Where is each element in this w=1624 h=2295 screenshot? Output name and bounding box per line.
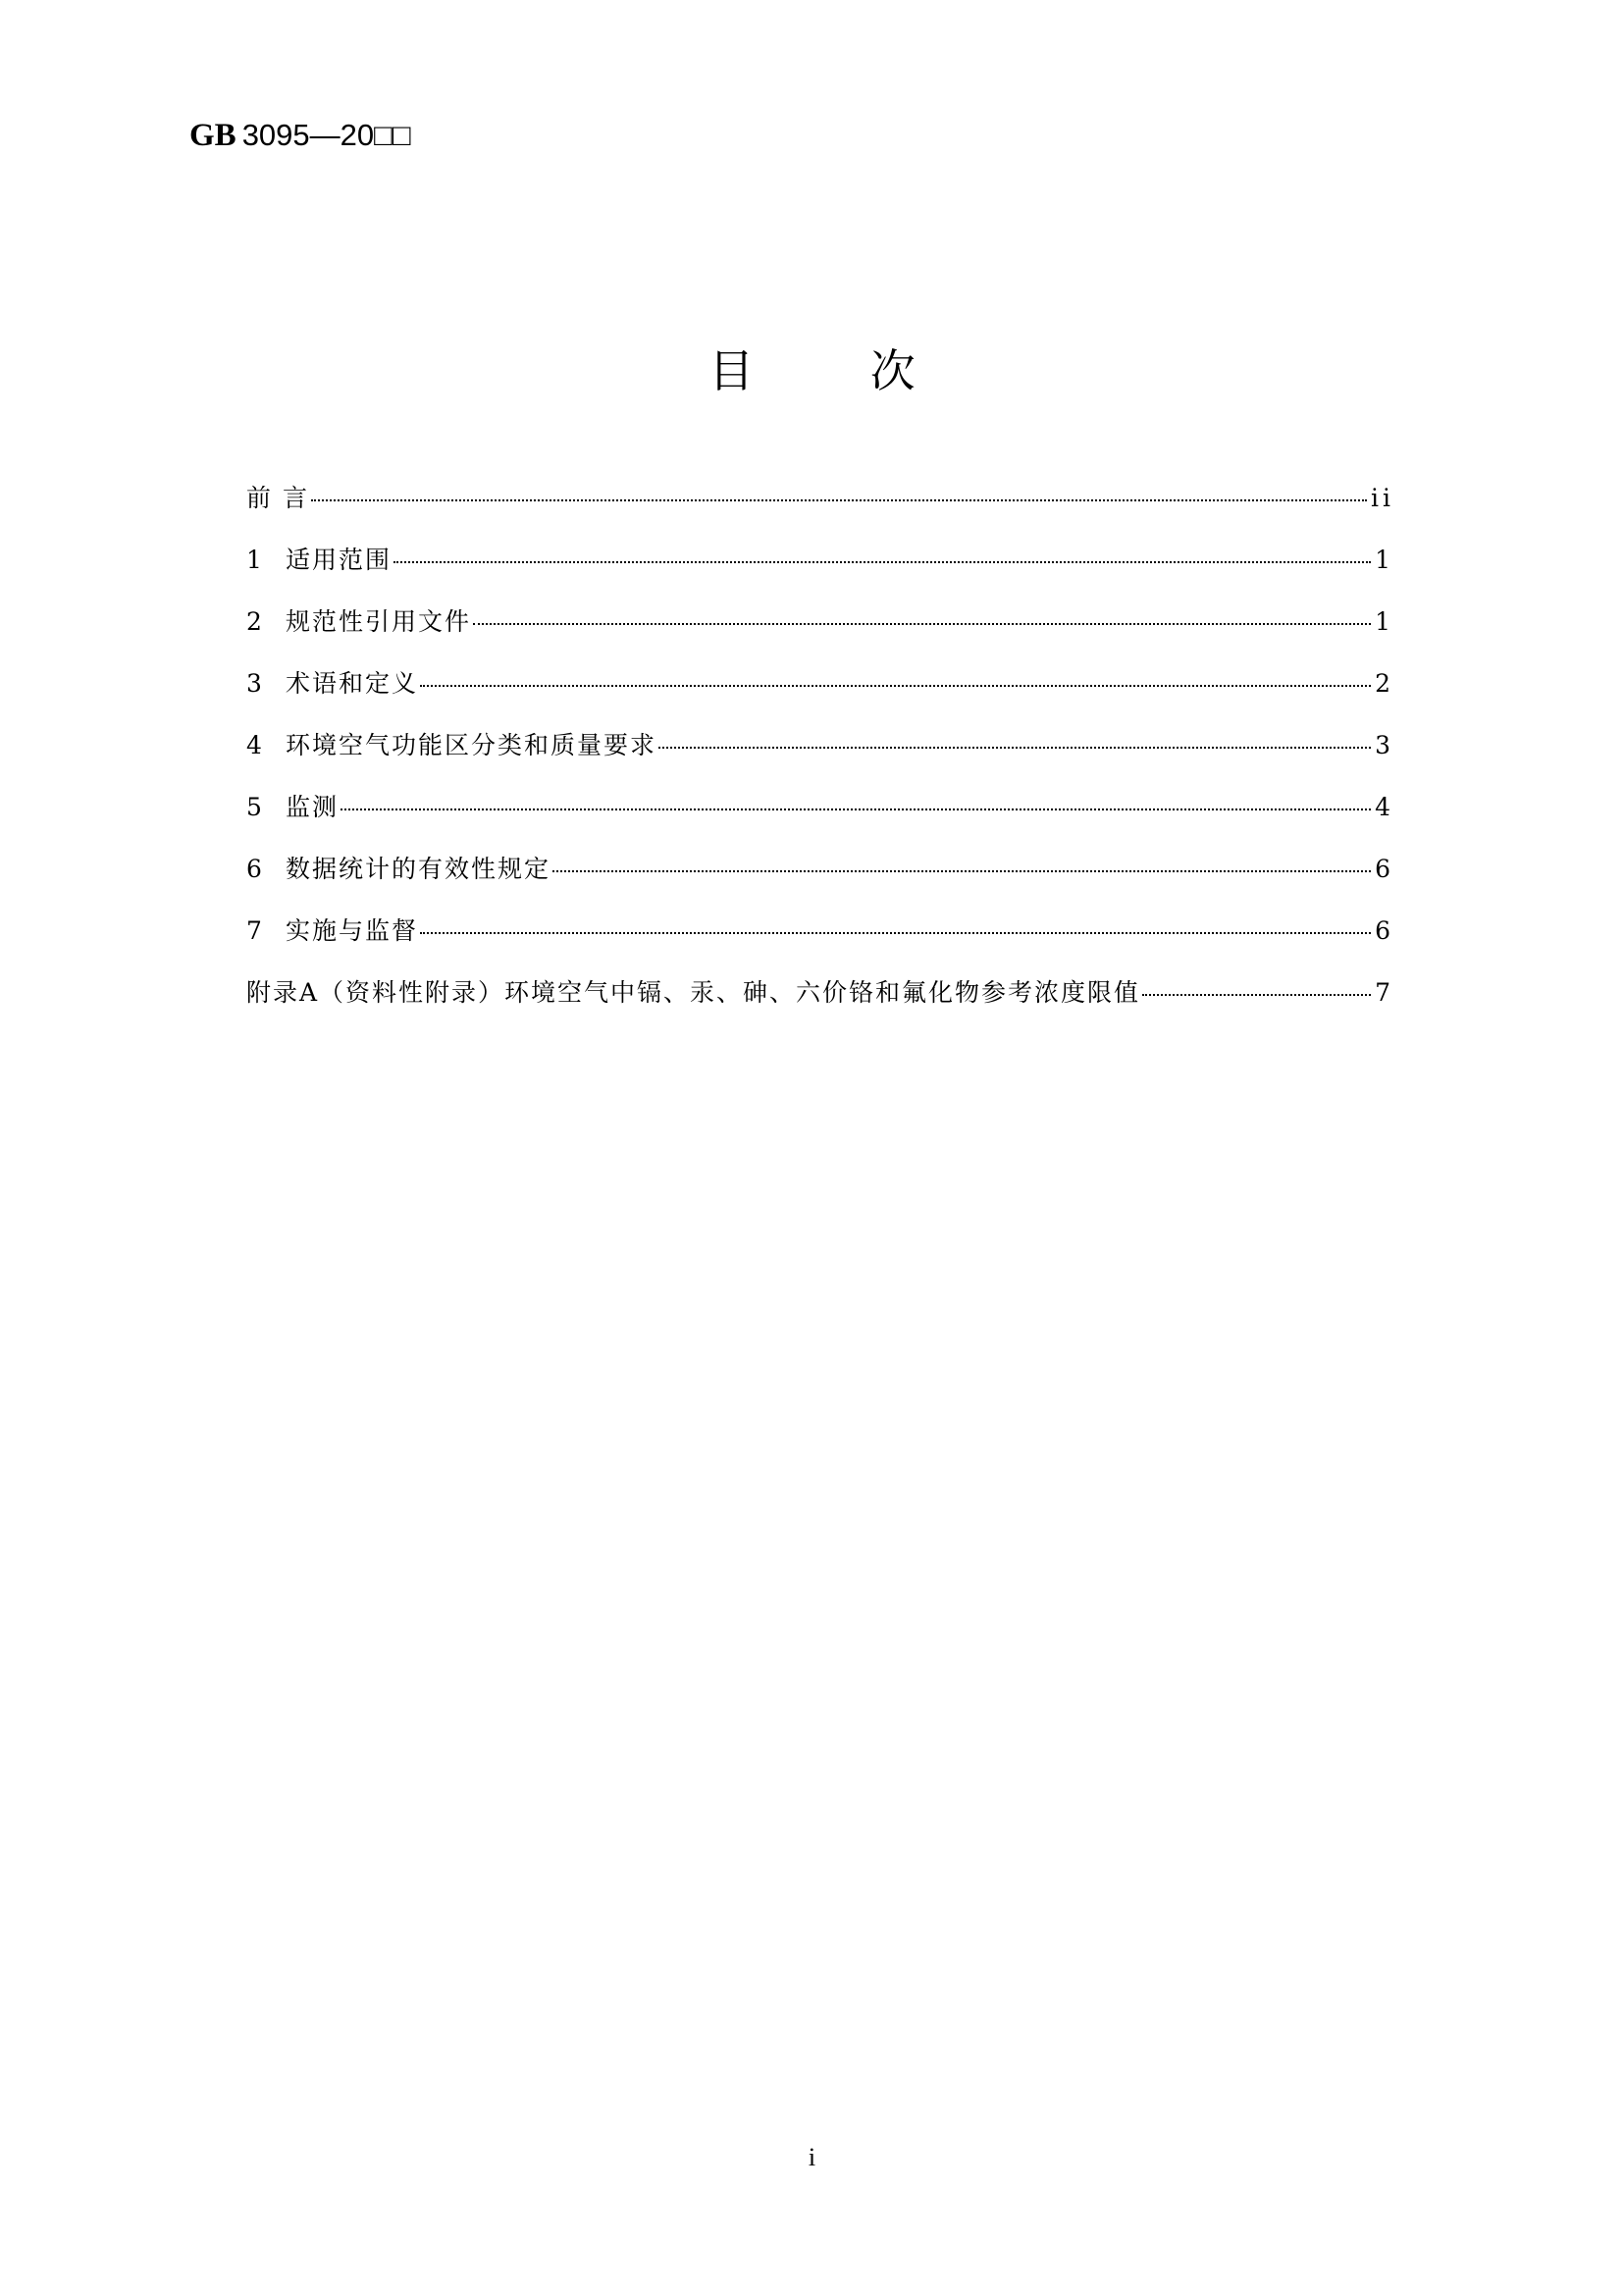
toc-entry-number: 2 xyxy=(246,607,262,636)
standard-code: GB xyxy=(189,118,236,153)
toc-entry-implementation[interactable] xyxy=(246,912,1394,973)
toc-entry-number: 5 xyxy=(246,793,262,821)
toc-entry-title: 监测 xyxy=(286,793,340,821)
toc-entry-title: 数据统计的有效性规定 xyxy=(286,855,551,883)
standard-number: 3095—20□□ xyxy=(241,118,411,152)
toc-entry-title: 实施与监督 xyxy=(286,916,419,945)
toc-entry-foreword[interactable] xyxy=(246,479,1394,541)
standard-header xyxy=(189,116,411,155)
page-number: i xyxy=(808,2143,816,2171)
toc-entry-scope[interactable] xyxy=(246,541,1394,602)
toc-entry-number: 4 xyxy=(246,731,262,759)
toc-entry-page: 1 xyxy=(1375,546,1394,574)
toc-entry-page: 7 xyxy=(1375,978,1394,1007)
toc-dot-leader xyxy=(311,499,1367,501)
toc-entry-normative-references[interactable] xyxy=(246,602,1394,664)
toc-entry-title: 环境空气功能区分类和质量要求 xyxy=(286,731,657,759)
toc-entry-page: 1 xyxy=(1375,607,1394,636)
toc-entry-page: 2 xyxy=(1375,669,1394,698)
toc-entry-page: 4 xyxy=(1375,793,1394,821)
toc-entry-terms-definitions[interactable] xyxy=(246,664,1394,726)
toc-entry-title: 适用范围 xyxy=(286,546,393,574)
toc-entry-data-validity[interactable] xyxy=(246,850,1394,912)
toc-dot-leader xyxy=(420,685,1371,687)
toc-entry-number: 1 xyxy=(246,546,262,574)
toc-entry-number: 6 xyxy=(246,855,262,883)
toc-entry-appendix-a[interactable] xyxy=(246,973,1394,1035)
toc-dot-leader xyxy=(1142,994,1371,996)
toc-entry-number: 3 xyxy=(246,669,262,698)
toc-dot-leader xyxy=(552,870,1371,872)
toc-dot-leader xyxy=(473,623,1371,625)
toc-entry-page: 6 xyxy=(1375,855,1394,883)
toc-entry-number: 7 xyxy=(246,916,262,945)
toc-dot-leader xyxy=(658,747,1371,749)
toc-entry-classification-requirements[interactable] xyxy=(246,726,1394,788)
toc-entry-page: ii xyxy=(1371,484,1394,512)
toc-dot-leader xyxy=(341,808,1371,810)
toc-entry-monitoring[interactable] xyxy=(246,788,1394,850)
toc-dot-leader xyxy=(420,932,1371,934)
toc-entry-page: 6 xyxy=(1375,916,1394,945)
toc-entry-page: 3 xyxy=(1375,731,1394,759)
toc-entry-title: 术语和定义 xyxy=(286,669,419,698)
toc-entry-title: 附录A（资料性附录）环境空气中镉、汞、砷、六价铬和氟化物参考浓度限值 xyxy=(246,978,1141,1007)
toc-title: 目 次 xyxy=(708,344,967,397)
toc-dot-leader xyxy=(393,561,1371,563)
toc-entry-title: 规范性引用文件 xyxy=(286,607,472,636)
table-of-contents xyxy=(246,479,1394,1035)
toc-entry-title: 前 言 xyxy=(246,484,309,512)
